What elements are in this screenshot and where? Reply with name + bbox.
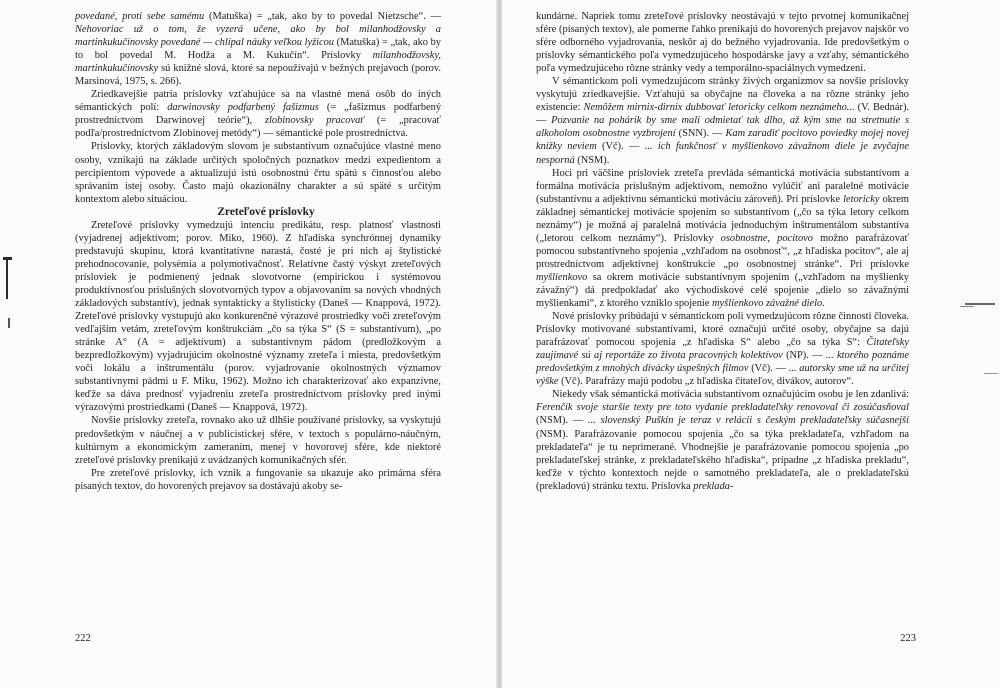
right-page-text bbox=[536, 10, 909, 493]
left-page bbox=[0, 0, 498, 688]
page-number: 222 bbox=[75, 633, 91, 644]
paragraph: Hoci pri väčšine prísloviek zreteľa prevláda sémantická motivácia substantívom a formálna motivácia príslušným adjektívom, nemožno vylúčiť ani paralelné motivácie (substantívnu a adjektívnu sémantickú motiváciu zároveň). Pri príslovke letoricky okrem základnej sémantickej motivácie spojením so substantívom („čo sa týka letory celkom neznámy“) je možná aj paralelná motivácia jednoduchým inštrumentálom substantíva („letorou celkom neznámy“). Príslovky osobnostne, pocitovo možno parafrázovať pomocou substantívneho spojenia „vzhľadom na osobnosť“, „z hľadiska pocitov“, ale aj prostredníctvom adjektívnej konštrukcie „po osobnostnej stránke“. Pri príslovke myšlienkovo sa okrem motivácie substantívnym spojením („vzhľadom na myšlienky závažný“) dá predpokladať ako východiskové celé spojenie „dielo so závažnými myšlienkami“, z ktorého vzniklo spojenie myšlienkovo závažné dielo. bbox=[536, 167, 909, 310]
page-number: 223 bbox=[900, 633, 916, 644]
scan-artifact bbox=[8, 318, 10, 328]
scan-artifact bbox=[3, 257, 12, 260]
paragraph: Novšie príslovky zreteľa, rovnako ako už dlhšie používané príslovky, sa vyskytujú predovšetkým v náučnej a v publicistickej sfére, v textoch s populárno-náučným, kultúrnym a ekonomickým zameraním, menej v hovorovej sfére, kde niektoré zreteľové príslovky prenikajú z uvádzaných komunikačných sfér. bbox=[75, 415, 441, 466]
paragraph: Zreteľové príslovky vymedzujú intenciu predikátu, resp. platnosť vlastnosti (vyjadrenej adjektívom; porov. Miko, 1960). Z hľadiska synchrónnej dynamiky predstavujú skupinu, ktorá kvantitatívne narastá, čosté je pri nich aj štylistické prehodnocovanie, polysémia a polymotivačnosť. Relatívne častý výskyt zreteľových prísloviek je podmienený jednak slovotvorne (empirickou i systémovou produktívnosťou príslušných slovotvorných typov a objavovaním sa nových vhodných základových substantív), jednak syntakticky a štylisticky (Daneš — Knappová, 1972). Zreteľové príslovky vystupujú ako konkurenčné výrazové prostriedky voči zreteľovým vedľajším vetám, zreteľovým konštrukciám „čo sa týka S“ (S = substantívum), „po stránke A° (A = adjektívum) a substantívnym pádom (predložkovým a bezpredložkovým) vyjadrujúcim okolnostné významy zreteľa i miesta, predovšetkým voči lokálu a inštrumentálu (porov. vyjadrovanie okolnostných významov substantívnymi pádmi u F. Miku, 1962). Možno ich charakterizovať ako expanzívne, keďže sa dáva prednosť vyjadreniu zreteľa prostredníctvom príslovky pred inými výrazovými prostriedkami (Daneš — Knappová, 1972). bbox=[75, 219, 441, 414]
scan-artifact bbox=[984, 373, 998, 374]
scan-artifact bbox=[965, 303, 995, 305]
paragraph: povedané, proti sebe samému (Matuška) = „tak, ako by to povedal Nietzsche“. — Nehovoriac už o tom, že vyzerá učene, ako by bol milanhodžovsky a martinkukučínovsky povedané — chlípal náuky veľkou lyžicou (Matuška) = „tak, ako by to bol povedal M. Hodža a M. Kukučín“. Príslovky milanhodžovsky, martinkukučínovsky sú knižné slová, ktoré sa nepoužívajú v bežných prejavoch (porov. Marsinová, 1975, s. 266). bbox=[75, 11, 442, 88]
right-page bbox=[502, 0, 1000, 688]
left-page-text bbox=[75, 10, 441, 493]
scan-artifact bbox=[6, 259, 8, 299]
paragraph: Pre zreteľové príslovky, ich vznik a fungovanie sa ukazuje ako primárna sféra písaných textov, do hovorených prejavov sa dostávajú akoby se- bbox=[75, 467, 441, 492]
paragraph: Niekedy však sémantická motivácia substantívom označujúcim osobu je len zdanlivá: Ferenčík svoje staršie texty pre toto vydanie prekladateľsky renovoval či zosúčasňoval (NSM). — ... slovenský Puškin je teraz v relácii s českým prekladateľsky súčasnejší (NSM). Parafrázovanie pomocou spojenia „čo sa týka prekladateľa, vzhľadom na prekladateľa“ je tu neprimerané. Vhodnejšie je parafrázovanie pomocou spojenia „po prekladateľskej stránke, z prekladateľského hľadiska“, prípadne „z hľadiska prekladu“, keďže v týchto kontextoch nejde o samotného prekladateľa, ale o prekladateľskú (prekladovú) stránku textu. Príslovka preklada- bbox=[536, 389, 909, 492]
scan-artifact bbox=[960, 306, 974, 307]
paragraph: Príslovky, ktorých základovým slovom je substantívum označujúce vlastné meno osoby, vznikajú na základe určitých spoločných poznatkov medzi expedientom a percipientom výpovede a aktualizujú istú osobnostnú črtu spätú s činnosťou alebo správaním istej osoby. Často majú okazionálny charakter a sú späté s určitým kontextom alebo situáciou. bbox=[75, 141, 441, 205]
paragraph: V sémantickom poli vymedzujúcom stránky živých organizmov sa novšie príslovky vyskytujú zriedkavejšie. Vzťahujú sa obyčajne na človeka a na rôzne stránky jeho existencie: Nemôžem mirnix-dirnix dubbovať letoricky celkom neznámeho... (V. Bednár). — Pozvanie na pohárik by sme mali odmietať tak dlho, až kým sme na stretnutie s alkoholom osobnostne vyzbrojení (SNN). — Kam zaradiť pocitovo poviedky mojej novej knižky neviem (Vč). — ... ich funkčnosť v myšlienkovo závažnom diele je zvyčajne nesporná (NSM). bbox=[536, 76, 910, 166]
section-heading: Zreteľové príslovky bbox=[217, 205, 315, 218]
paragraph: Nové príslovky pribúdajú v sémantickom poli vymedzujúcom rôzne činnosti človeka. Príslovky motivované substantívami, ktoré označujú určité osoby, obyčajne sa dajú parafrázovať pomocou spojenia „z hľadiska S“ alebo „čo sa týka S“: Čitateľsky zaujímavé sú aj reportáže zo života pracovných kolektívov (NP). — ... ktorého poznáme predovšetkým z mnohých divácky úspešných filmov (Vč). — ... autorsky sme už na určitej výške (Vč). Parafrázy majú podobu „z hľadiska čitateľov, divákov, autorov“. bbox=[536, 311, 909, 388]
paragraph: Zriedkavejšie patria príslovky vzťahujúce sa na vlastné mená osôb do iných sémantických polí: darwinovsky podfarbený fašizmus (= „fašizmus podfarbený prostredníctvom Darwinovej teórie“), zlobinovsky pracovať (= „pracovať podľa/prostredníctvom Zlobinovej metódy“) — sémantické pole prostredníctva. bbox=[75, 89, 442, 140]
paragraph: kundárne. Napriek tomu zreteľové príslovky neostávajú v tejto prvotnej komunikačnej sfére (písaných textov), ale pomerne ľahko prenikajú do hovorených prejavov najskôr vo sfére odborného vyjadrovania, neskôr aj do bežného vyjadrovania. Ide predovšetkým o príslovky sémantického poľa vymedzujúceho hospodárske javy a vzťahy, sémantického poľa vymedzujúceho rôzne stránky vedy a temporálno-spaciálnych vymedzení. bbox=[536, 11, 909, 75]
